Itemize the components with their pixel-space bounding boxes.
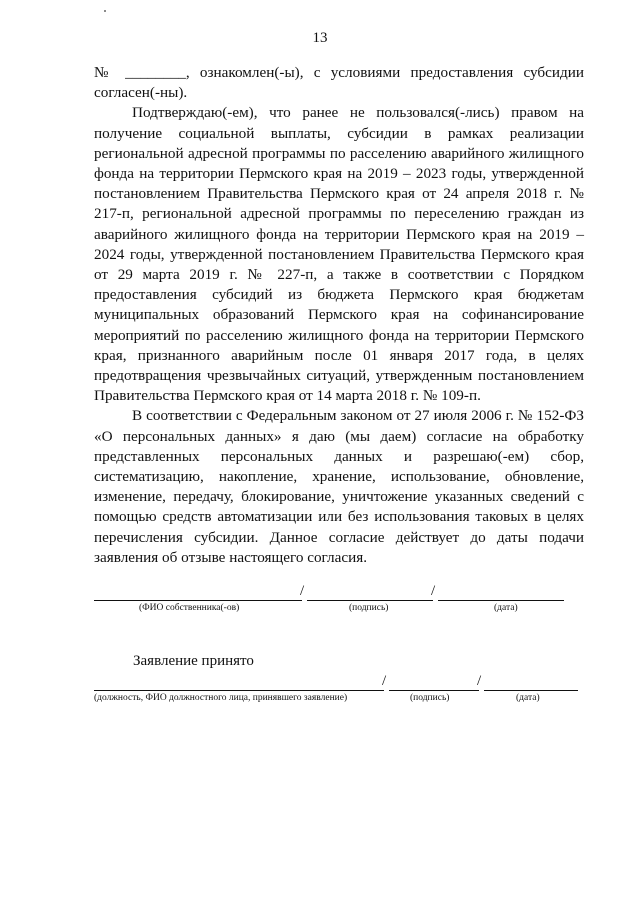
scan-mark xyxy=(104,10,106,12)
document-body xyxy=(94,63,584,568)
official-date-caption: (дата) xyxy=(516,693,540,703)
owner-signature-line[interactable] xyxy=(307,583,436,601)
paragraph-personal-data-consent: В соответствии с Федеральным законом от 27 июля 2006 г. № 152-ФЗ «О персональных данных» я даю (мы даем) согласие на обработку представленных персональных данных и разрешаю(-ем) сбор, систематизацию, накопление, хранение, использование, обновление, изменение, передачу, блокирование, уничтожение указанных сведений с помощью средств автоматизации или без использования таковых в целях перечисления субсидии. Данное согласие действует до даты подачи заявления об отзыве настоящего согласия. xyxy=(94,407,584,566)
official-date-line[interactable] xyxy=(484,673,578,691)
owner-name-caption: (ФИО собственника(-ов) xyxy=(139,603,240,613)
official-separator-1: / xyxy=(382,673,387,689)
official-name-caption: (должность, ФИО должностного лица, принявшего заявление) xyxy=(94,693,348,703)
received-label: Заявление принято xyxy=(133,653,254,669)
page-number: 13 xyxy=(312,30,328,46)
owner-signature-caption: (подпись) xyxy=(349,603,389,613)
official-signature-caption: (подпись) xyxy=(410,693,450,703)
owner-name-line[interactable] xyxy=(94,583,305,601)
owner-separator-2: / xyxy=(431,583,436,599)
official-name-line[interactable] xyxy=(94,673,387,691)
owner-separator-1: / xyxy=(300,583,305,599)
paragraph-confirmation: Подтверждаю(-ем), что ранее не пользовался(-лись) правом на получение социальной выплаты, субсидии в рамках реализации региональной адресной программы по расселению аварийного жилищного фонда на территории Пермского края на 2019 – 2023 годы, утвержденной постановлением Правительства Пермского края от 24 апреля 2018 г. № 217-п, региональной адресной программы по переселению граждан из аварийного жилищного фонда на территории Пермского края на 2019 – 2024 годы, утвержденной постановлением Правительства Пермского края от 29 марта 2019 г. № 227-п, а также в соответствии с Порядком предоставления субсидий из бюджета Пермского края бюджетам муниципальных образований Пермского края на софинансирование мероприятий по расселению жилищного фонда на территории Пермского края, признанного аварийным после 01 января 2017 года, в целях предотвращения чрезвычайных ситуаций, утвержденным постановлением Правительства Пермского края от 14 марта 2018 г. № 109-п. xyxy=(94,104,584,405)
paragraph-acknowledgement: № ________, ознакомлен(-ы), с условиями предоставления субсидии согласен(-ны). xyxy=(94,64,584,102)
official-signature-line[interactable] xyxy=(389,673,482,691)
owner-date-line[interactable] xyxy=(438,583,564,601)
official-separator-2: / xyxy=(477,673,482,689)
owner-date-caption: (дата) xyxy=(494,603,518,613)
